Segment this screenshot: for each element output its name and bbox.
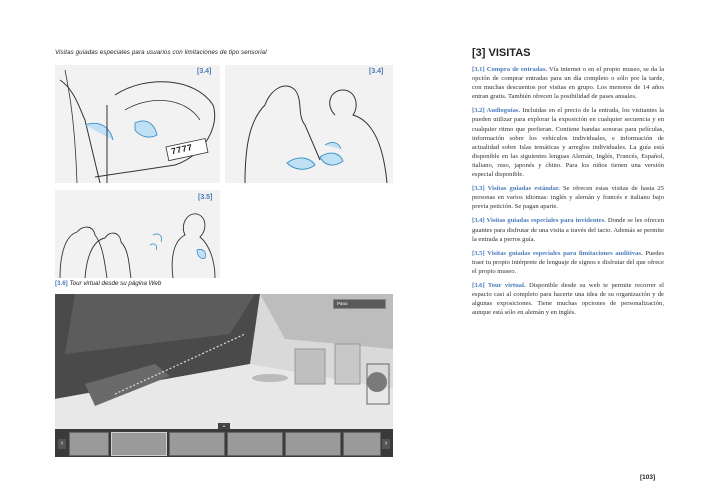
thumbnail[interactable] [227,432,283,456]
paragraph-title: [3.1] Compra de entradas. [472,66,548,73]
paragraph [472,106,664,179]
page-number: [103] [640,474,656,481]
figure-caption: Visitas guiadas especiales para usuarios con limitaciones de tipo sensorial [55,49,267,56]
thumb-next-button[interactable]: › [382,439,390,449]
visits-section [472,47,664,322]
paragraph-title: [3.6] Tour virtual. [472,281,526,289]
figure-label: [3.4] [197,68,212,75]
thumbnail[interactable] [343,432,381,456]
virtual-tour-caption [55,280,161,287]
paragraph-title: [3.2] Audioguías. [472,107,521,115]
thumbnail[interactable] [169,432,225,456]
paragraph-body: Incluidas en el precio de la entrada, los visitantes la pueden utilizar para explorar la exposición en cualquier secuencia y en cualquier ritmo que prefieran. Contiene bandas sonoras para películas, información sobre los vehículos individuales, e información de actualidad sobre Islas temáticas y arreglos individuales. La guía está disponible en las siguientes lenguas Alemán, Inglés, Francés, Español, italiano, ruso, japonés y chino. Para los niños tienen una versión especial disponible. [472,107,664,179]
sketch-audience-drawing [55,190,220,278]
sketch-sign-language [55,190,220,278]
figure-label: [3.5] [198,194,213,201]
paragraph-body: Vía internet o en el propio museo, se da la opción de comprar entradas para un día completo o sólo por la tarde, con muchas descuentos por visitas en grupo. Los menores de 14 años entran gratis. También ofrecen la posibilidad de pases anuales. [472,66,665,101]
sketch-car-drawing [55,65,220,183]
paragraph-title: [3.5] Visitas guiadas especiales para limitaciones auditivas. [472,249,643,257]
paragraph [472,65,664,101]
virtual-tour-viewer[interactable] [55,294,393,457]
paragraph-title: [3.4] Visitas guiadas especiales para invidentes. [472,217,606,225]
thumbnail[interactable] [69,432,109,456]
paragraph-title: [3.3] Visitas guiadas estándar. [472,185,560,193]
license-plate-text: 7777 [170,142,194,158]
thumbnail-strip [55,429,393,457]
chevron-down-icon[interactable]: ⌄ [218,423,230,429]
sketch-gloved-hands [225,65,393,183]
paragraph [472,216,664,243]
paragraph-body: Donde se les ofrecen guantes para disfrutar de una visita a través del tacto. Además se permite la entrada a perros guía. [472,217,664,243]
thumb-prev-button[interactable]: ‹ [58,439,66,449]
paragraph-body: Puedes traer tu propio intérprete de lenguaje de signos e disfrutar del que ofrece el propio museo. [472,249,664,275]
paragraph [472,281,664,317]
figure-label: [3.4] [369,68,384,75]
sketch-touching-car [55,65,220,183]
thumbnail[interactable] [285,432,341,456]
caption-text: Tour virtual desde su página Web [67,280,162,287]
museum-interior-panorama [55,294,393,429]
paragraph [472,184,664,211]
paragraph [472,249,664,276]
thumbnail[interactable] [111,432,167,456]
paragraph-body: Disponible desde su web te permite recorrer el espacio casi al completo para hacerte una idea de su organización y de algunas exposiciones. Tiene muchas opciones de personalización, aunque está sólo en alemán y en inglés. [472,281,664,317]
section-heading: [3] VISITAS [472,47,531,59]
paragraph-body: Se ofrecen estas visitas de hasta 25 personas en varios idiomas: inglés y alemán y francés e italiano bajo previa petición. Se pagan aparte. [472,185,664,211]
caption-number: [3.6] [55,280,68,287]
sketch-people-drawing [225,65,393,183]
view-select-dropdown[interactable]: Pano [333,299,386,309]
